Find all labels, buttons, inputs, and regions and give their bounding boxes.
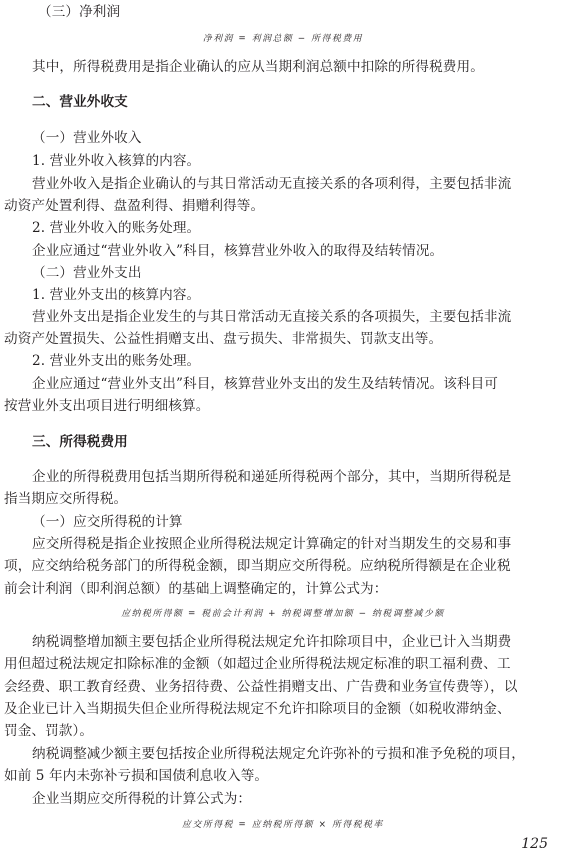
paragraph-line: 营业外收入是指企业确认的与其日常活动无直接关系的各项利得，主要包括非流 xyxy=(32,176,512,192)
paragraph-line: 罚金、罚款）。 xyxy=(4,723,94,739)
paragraph-line: 企业应通过“营业外支出”科目，核算营业外支出的发生及结转情况。该科目可 xyxy=(32,376,498,392)
section-heading-non-operating: 二、营业外收支 xyxy=(32,94,128,110)
formula-net-profit: 净利润 = 利润总额 − 所得税费用 xyxy=(202,34,364,44)
subsection-title-tax-payable: （一）应交所得税的计算 xyxy=(32,514,183,530)
paragraph-line: 企业应通过“营业外收入”科目，核算营业外收入的取得及结转情况。 xyxy=(32,243,444,259)
paragraph-line: 及企业已计入当期损失但企业所得税法规定不允许扣除项目的金额（如税收滞纳金、 xyxy=(4,701,511,717)
paragraph-line: 纳税调整减少额主要包括按企业所得税法规定允许弥补的亏损和准予免税的项目， xyxy=(32,746,525,762)
paragraph-line: 纳税调整增加额主要包括企业所得税法规定允许扣除项目中，企业已计入当期费 xyxy=(32,634,512,650)
paragraph-line: 应交所得税是指企业按照企业所得税法规定计算确定的针对当期发生的交易和事 xyxy=(32,536,512,552)
subsection-title-net-profit: （三）净利润 xyxy=(38,4,121,20)
paragraph-line: 指当期应交所得税。 xyxy=(4,491,128,507)
paragraph-line: 用但超过税法规定扣除标准的金额（如超过企业所得税法规定标准的职工福利费、工 xyxy=(4,656,511,672)
paragraph-line: 企业当期应交所得税的计算公式为： xyxy=(32,791,252,807)
formula-tax-payable: 应交所得税 = 应纳税所得额 × 所得税税率 xyxy=(182,820,384,830)
item-title: 2. 营业外支出的账务处理。 xyxy=(32,353,201,369)
formula-taxable-income: 应纳税所得额 = 税前会计利润 + 纳税调整增加额 − 纳税调整减少额 xyxy=(121,609,445,619)
subsection-title-non-operating-expense: （二）营业外支出 xyxy=(32,265,142,281)
item-title: 1. 营业外支出的核算内容。 xyxy=(32,287,201,303)
page-number: 125 xyxy=(521,836,548,852)
item-title: 1. 营业外收入核算的内容。 xyxy=(32,153,201,169)
paragraph-line: 会经费、职工教育经费、业务招待费、公益性捐赠支出、广告费和业务宣传费等），以 xyxy=(4,679,518,695)
paragraph-line: 动资产处置损失、公益性捐赠支出、盘亏损失、非常损失、罚款支出等。 xyxy=(4,331,443,347)
paragraph-line: 按营业外支出项目进行明细核算。 xyxy=(4,398,210,414)
paragraph-tax-expense-definition: 其中，所得税费用是指企业确认的应从当期利润总额中扣除的所得税费用。 xyxy=(32,59,484,75)
paragraph-line: 如前 5 年内未弥补亏损和国债利息收入等。 xyxy=(4,768,269,784)
section-heading-income-tax: 三、所得税费用 xyxy=(32,434,128,450)
subsection-title-non-operating-income: （一）营业外收入 xyxy=(32,130,142,146)
paragraph-line: 动资产处置利得、盘盈利得、捐赠利得等。 xyxy=(4,198,265,214)
paragraph-line: 企业的所得税费用包括当期所得税和递延所得税两个部分，其中，当期所得税是 xyxy=(32,469,512,485)
item-title: 2. 营业外收入的账务处理。 xyxy=(32,220,201,236)
paragraph-line: 营业外支出是指企业发生的与其日常活动无直接关系的各项损失，主要包括非流 xyxy=(32,309,512,325)
paragraph-line: 项，应交纳给税务部门的所得税金额，即当期应交所得税。应纳税所得额是在企业税 xyxy=(4,558,511,574)
paragraph-line: 前会计利润（即利润总额）的基础上调整确定的，计算公式为： xyxy=(4,581,388,597)
